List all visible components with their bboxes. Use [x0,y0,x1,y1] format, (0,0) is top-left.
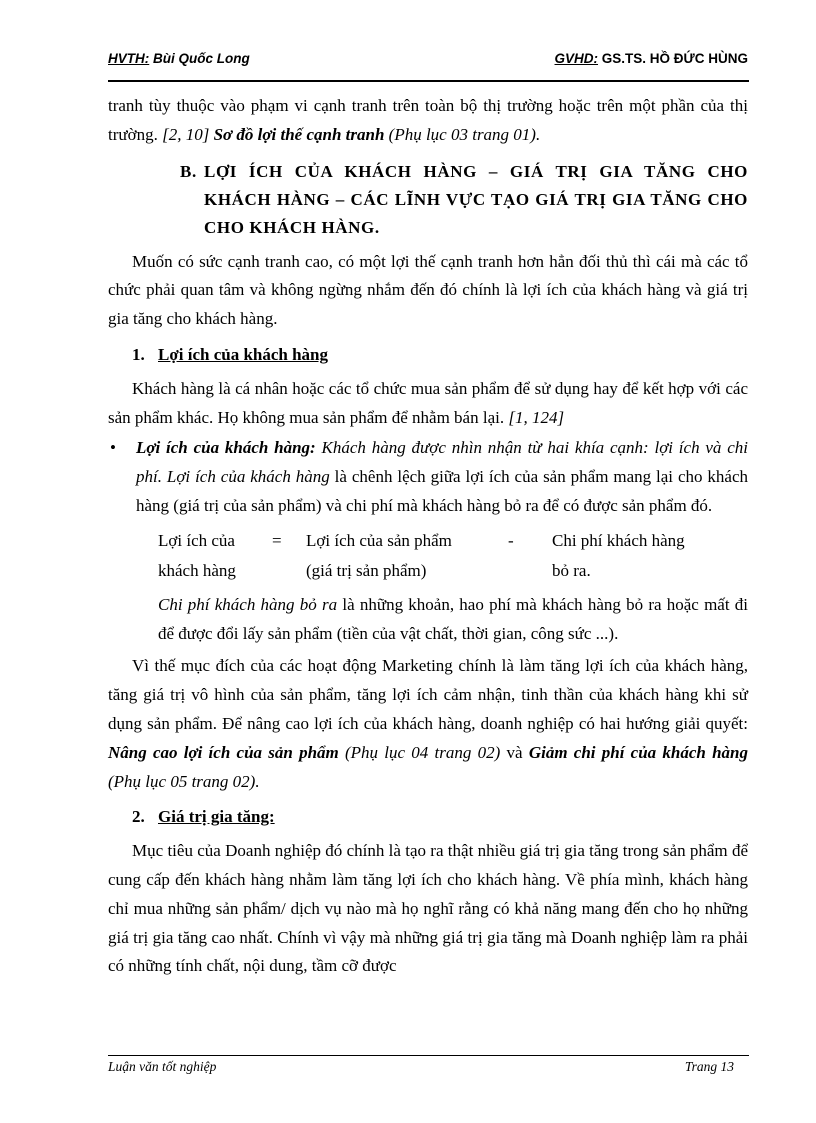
formula-term1: Lợi ích của sản phẩm [306,530,452,550]
intro-text: tranh tùy thuộc vào phạm vi cạnh tranh trên toàn bộ thị trường hoặc trên một phần của thị trường. [108,96,748,144]
footer-rule [108,1055,749,1056]
page-body [108,92,748,981]
bullet-item [108,434,748,520]
conjunction: và [506,742,523,762]
header-rule [108,80,749,82]
solution-2-ref: (Phụ lục 05 trang 02). [108,771,260,791]
header-author-name: Bùi Quốc Long [153,51,250,66]
paragraph-marketing [108,652,748,796]
subheading-number: 2. [132,807,145,827]
paragraph-customer-definition [108,375,748,433]
header-advisor-label: GVHD: [554,51,599,66]
header-author [108,51,250,66]
bullet-lead-italic: Khách hàng được nhìn nhận từ hai khía cạnh: lợi ích và chi phí. [136,438,749,487]
bullet-icon: • [110,438,116,458]
page-header [108,51,748,73]
formula-row-2 [158,557,748,587]
intro-figure-title: Sơ đồ lợi thế cạnh tranh [213,124,385,144]
paragraph-text: Khách hàng là cá nhân hoặc các tổ chức mua sản phẩm để sử dụng hay để kết hợp với các sản phẩm khác. Họ không mua sản phẩm để nhằm bán lại. [108,378,748,427]
subheading-value-added [132,803,748,832]
formula-equals: = [272,530,282,550]
header-author-label: HVTH: [108,51,150,66]
intro-paragraph [108,92,748,150]
subheading-number: 1. [132,344,145,364]
bullet-term: Lợi ích của khách hàng [166,467,330,487]
solution-1-ref: (Phụ lục 04 trang 02) [345,742,501,762]
footer-title: Luận văn tốt nghiệp [108,1059,217,1074]
formula-term1-cont: (giá trị sản phẩm) [306,560,427,580]
note-term: Chi phí khách hàng bỏ ra [158,594,338,614]
subheading-title: Giá trị gia tăng: [158,807,275,827]
intro-ref: [2, 10] [162,124,210,144]
page-number: Trang 13 [684,1059,734,1074]
paragraph-ref: [1, 124] [508,407,565,427]
bullet-text [136,434,748,520]
bullet-lead: Lợi ích của khách hàng: [136,438,316,458]
note-rest: là những khoản, hao phí mà khách hàng bỏ ra hoặc mất đi để được đổi lấy sản phẩm (tiền của vật chất, thời gian, công sức ...). [158,594,749,643]
formula-term2-cont: bỏ ra. [552,560,591,580]
subheading-title: Lợi ích của khách hàng [158,344,329,364]
solution-2: Giảm chi phí của khách hàng [528,742,749,762]
header-advisor [555,51,748,66]
paragraph-competition: Muốn có sức cạnh tranh cao, có một lợi thế cạnh tranh hơn hẳn đối thủ thì cái mà các tổ chức phải quan tâm và không ngừng nhắm đến đó chính là lợi ích của khách hàng và giá trị gia tăng cho khách hàng. [108,251,748,329]
formula-lhs-cont: khách hàng [158,560,236,580]
solution-1: Nâng cao lợi ích của sản phẩm [108,742,339,762]
formula-lhs: Lợi ích của [158,530,235,550]
benefit-formula [158,527,748,587]
paragraph-value-added: Mục tiêu của Doanh nghiệp đó chính là tạo ra thật nhiều giá trị gia tăng trong sản phẩm để cung cấp đến khách hàng nhằm làm tăng lợi ích cho khách hàng. Về phía mình, khách hàng chỉ mua những sản phẩm/ dịch vụ nào mà họ nghĩ rằng có khả năng mang đến cho họ những giá trị gia tăng cao nhất. Chính vì vậy mà những giá trị gia tăng mà Doanh nghiệp làm ra phải có những tính chất, nội dung, tầm cỡ được [108,841,748,976]
header-advisor-name: GS.TS. HỒ ĐỨC HÙNG [601,51,748,66]
bullet-rest: là chênh lệch giữa lợi ích của sản phẩm mang lại cho khách hàng (giá trị của sản phẩm) và chi phí mà khách hàng bỏ ra để có được sản phẩm đó. [136,467,749,515]
intro-appendix-ref: (Phụ lục 03 trang 01). [388,124,541,144]
section-b-title: LỢI ÍCH CỦA KHÁCH HÀNG – GIÁ TRỊ GIA TĂNG CHO KHÁCH HÀNG – CÁC LĨNH VỰC TẠO GIÁ TRỊ GIA TĂNG CHO CHO KHÁCH HÀNG. [204,161,748,237]
formula-row-1 [158,527,748,557]
section-b-label: B. [180,161,197,181]
section-b-heading [180,158,748,242]
formula-minus: - [508,530,514,550]
paragraph-text: Vì thế mục đích của các hoạt động Marketing chính là làm tăng lợi ích của khách hàng, tăng giá trị vô hình của sản phẩm, tăng lợi ích cảm nhận, tinh thần của khách hàng khi sử dụng sản phẩm. Để nâng cao lợi ích của khách hàng, doanh nghiệp có hai hướng giải quyết: [108,656,748,733]
cost-note [158,591,748,649]
subheading-customer-benefit [132,341,748,370]
formula-term2: Chi phí khách hàng [552,530,685,550]
